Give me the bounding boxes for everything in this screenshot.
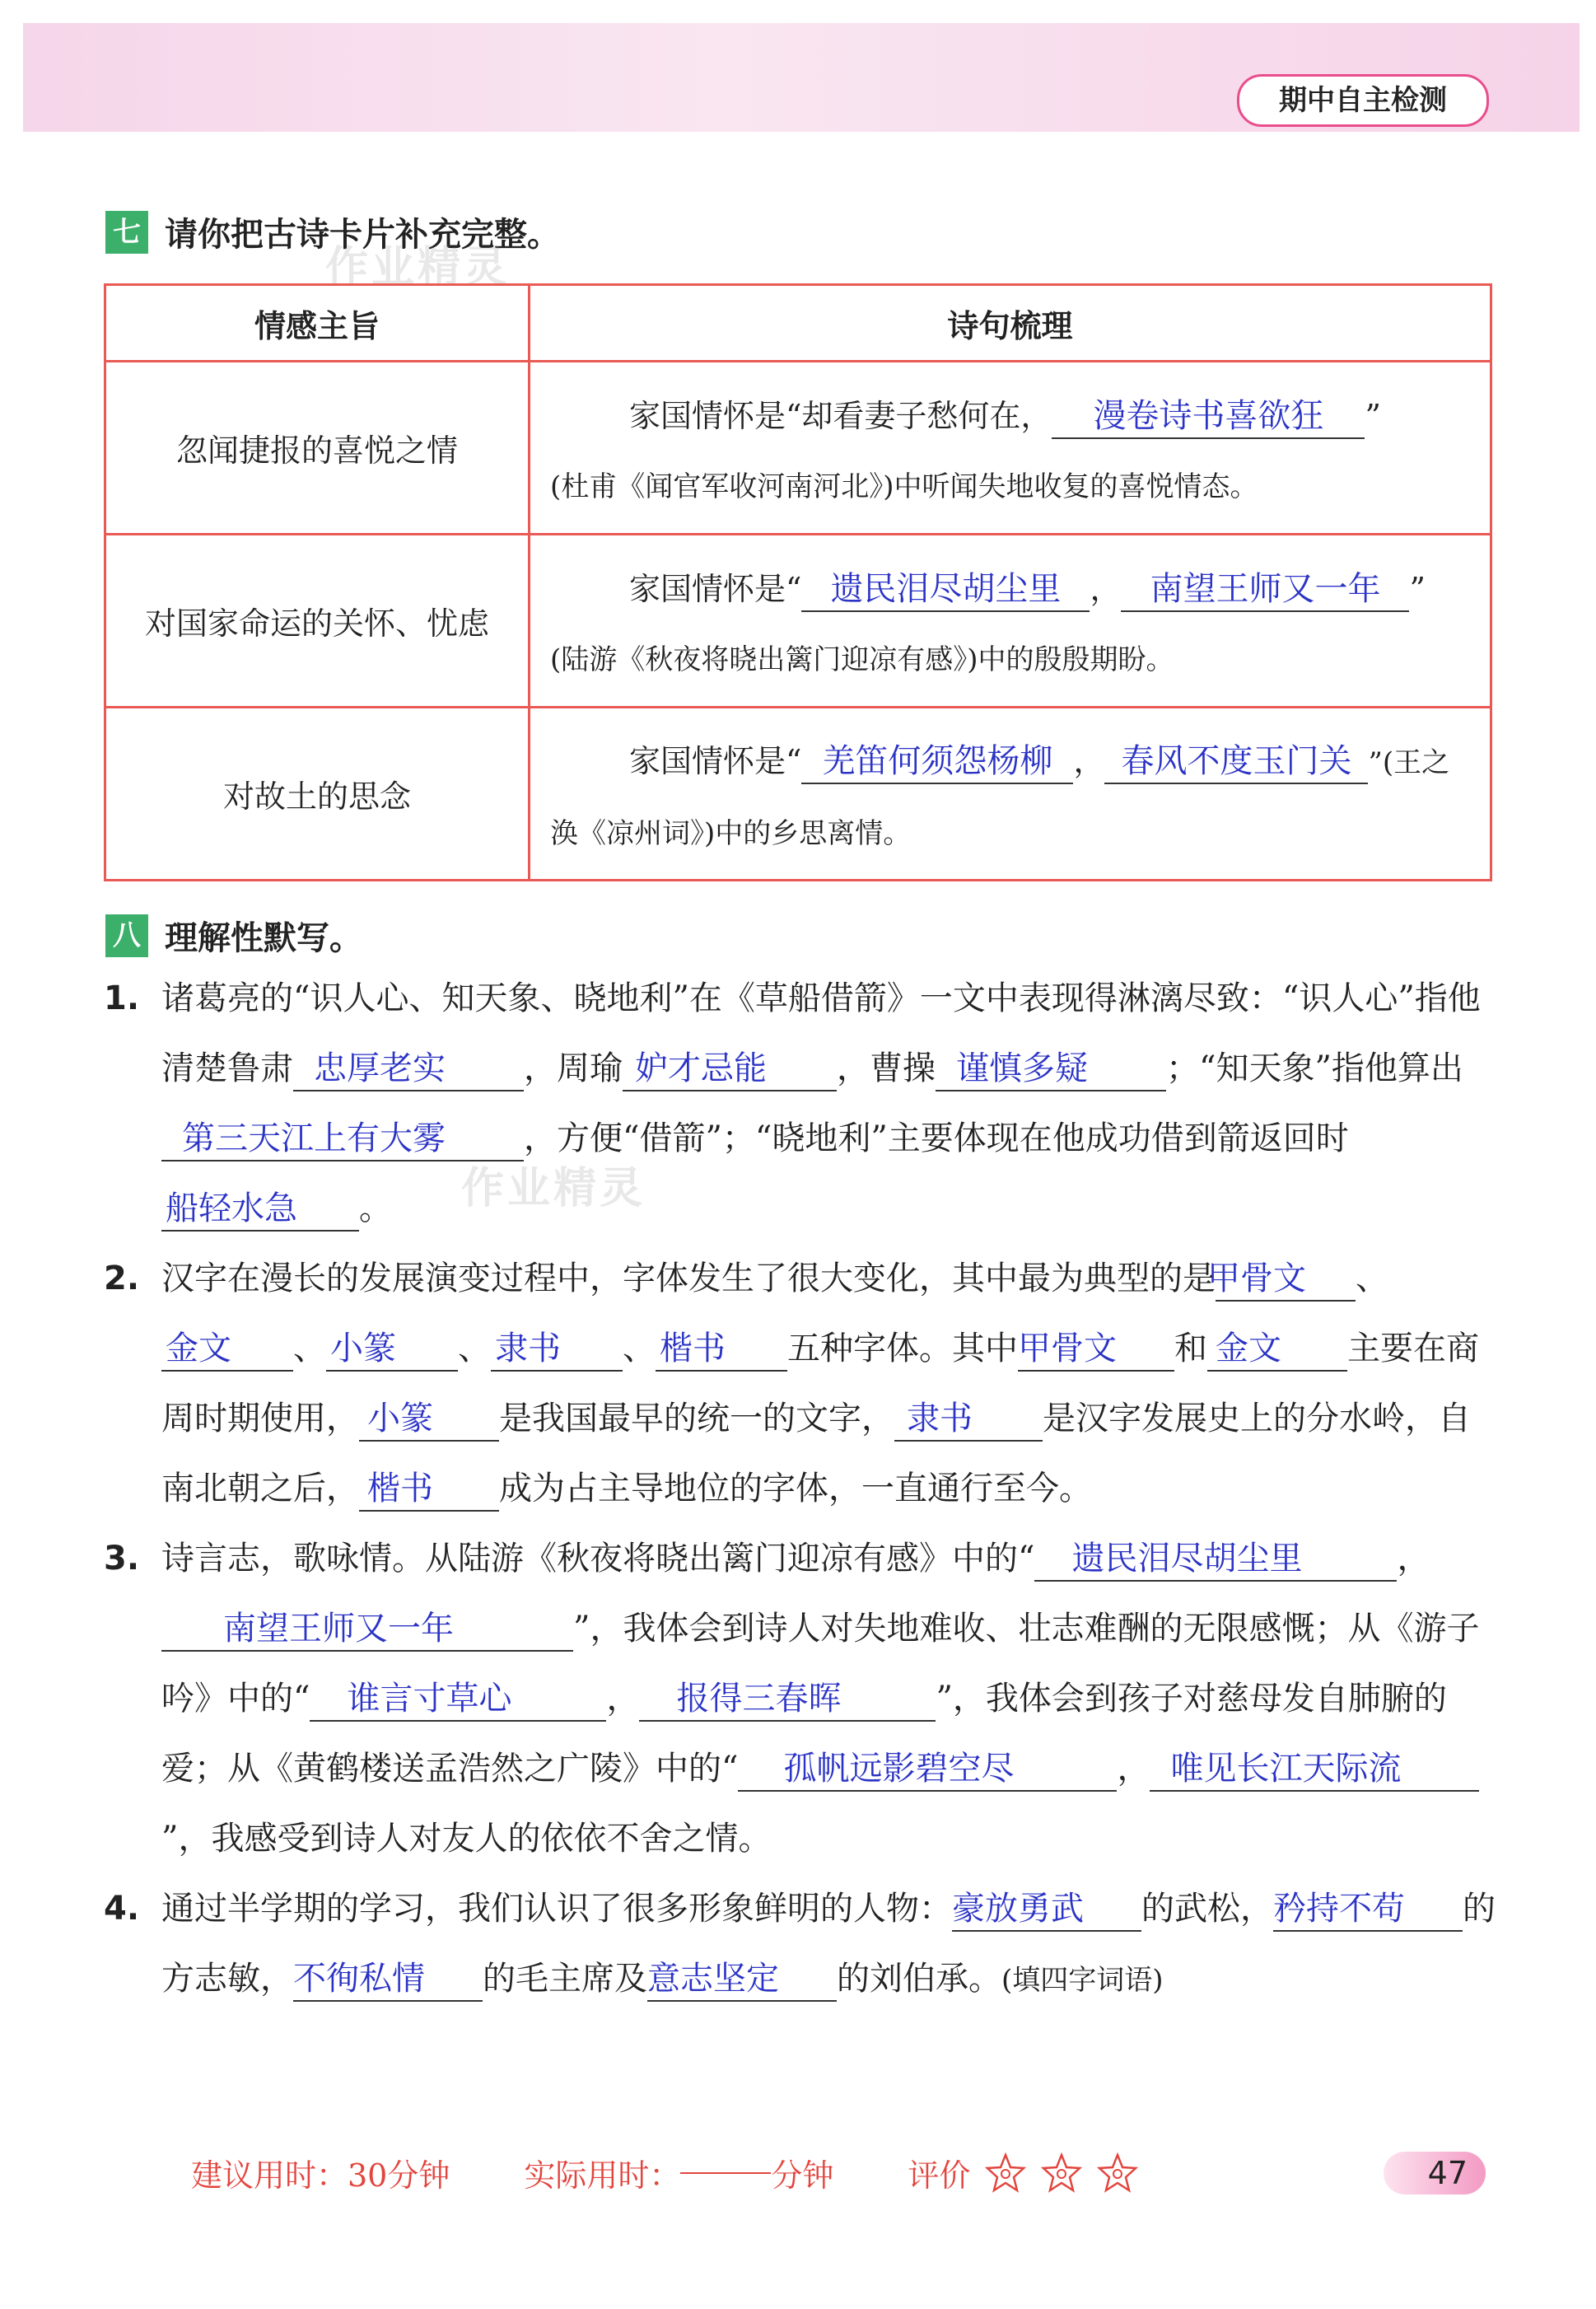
star-icon[interactable] [985, 2152, 1026, 2194]
answer-blank[interactable]: 遗民泪尽胡尘里 [801, 568, 1090, 612]
table-row [105, 535, 1491, 708]
suggested-time: 建议用时：30分钟 [191, 2157, 450, 2194]
lines-cell: 家国情怀是“ 遗民泪尽胡尘里 ， 南望王师又一年 ” (陆游《秋夜将晓出篱门迎凉有感》)中的殷殷期盼。 [530, 535, 1491, 708]
table-row [105, 362, 1491, 535]
exam-tag: 期中自主检测 [1237, 74, 1489, 127]
answer-blank[interactable]: 楷书 [359, 1467, 499, 1512]
page-number: 47 [1384, 2152, 1486, 2194]
answer-blank[interactable]: 楷书 [656, 1327, 787, 1372]
answer-blank[interactable]: 小篆 [359, 1397, 499, 1442]
actual-time-unit: 分钟 [771, 2157, 834, 2194]
section-8-header [105, 912, 362, 959]
answer-blank[interactable]: 羌笛何须怨杨柳 [801, 740, 1073, 784]
table-row [105, 708, 1491, 881]
answer-blank[interactable]: 小篆 [326, 1327, 458, 1372]
question-list [104, 964, 1496, 2016]
answer-blank[interactable]: 唯见长江天际流 [1150, 1747, 1479, 1792]
watermark: 作业精灵 [325, 243, 511, 292]
answer-blank[interactable]: 隶书 [894, 1397, 1043, 1442]
theme-cell: 对故土的思念 [105, 708, 530, 881]
answer-blank[interactable]: 遗民泪尽胡尘里 [1034, 1537, 1397, 1582]
answer-blank[interactable]: 忠厚老实 [293, 1047, 524, 1091]
col-header-theme: 情感主旨 [105, 285, 530, 362]
section-8-badge: 八 [105, 914, 148, 957]
lines-cell: 家国情怀是“ 羌笛何须怨杨柳 ， 春风不度玉门关 ”(王之 涣《凉州词》)中的乡思离情。 [530, 708, 1491, 881]
question-3: 3. 诗言志，歌咏情。从陆游《秋夜将晓出篱门迎凉有感》中的“ 遗民泪尽胡尘里 ，南望王师又一年 ”，我体会到诗人对失地难收、壮志难酬的无限感慨；从《游子吟》中的“ 谁言寸草心 ， 报得三春晖 ”，我体会到孩子对慈母发自肺腑的爱；从《黄鹤楼送孟浩然之广陵》中的“ 孤帆远影碧空尽 ， 唯见长江天际流”，我感受到诗人对友人的依依不舍之情。 [104, 1524, 1496, 1874]
answer-blank[interactable]: 船轻水急 [161, 1187, 359, 1232]
answer-blank[interactable]: 金文 [161, 1327, 293, 1372]
answer-blank[interactable]: 隶书 [491, 1327, 623, 1372]
footer [191, 2150, 1138, 2195]
poem-card-table [104, 283, 1492, 881]
section-7-title: 请你把古诗卡片补充完整。 [165, 216, 560, 254]
answer-blank[interactable]: 妒才忌能 [623, 1047, 837, 1091]
answer-blank[interactable]: 甲骨文 [1018, 1327, 1174, 1372]
answer-blank[interactable]: 漫卷诗书喜欲狂 [1052, 395, 1365, 439]
answer-blank[interactable]: 谁言寸草心 [310, 1677, 606, 1722]
answer-blank[interactable]: 豪放勇武 [952, 1887, 1141, 1932]
answer-blank[interactable]: 报得三春晖 [639, 1677, 936, 1722]
theme-cell: 对国家命运的关怀、忧虑 [105, 535, 530, 708]
actual-time-blank[interactable] [680, 2172, 771, 2174]
answer-blank[interactable]: 孤帆远影碧空尽 [738, 1747, 1117, 1792]
answer-blank[interactable]: 南望王师又一年 [1121, 568, 1409, 612]
section-7-badge: 七 [105, 211, 148, 254]
col-header-lines: 诗句梳理 [530, 285, 1491, 362]
question-4: 4. 通过半学期的学习，我们认识了很多形象鲜明的人物：豪放勇武 的武松，矜持不苟 的方志敏，不徇私情 的毛主席及意志坚定 的刘伯承。(填四字词语) [104, 1874, 1496, 2016]
answer-blank[interactable]: 不徇私情 [293, 1957, 483, 2002]
question-1: 1. 诸葛亮的“识人心、知天象、晓地利”在《草船借箭》一文中表现得淋漓尽致：“识人心”指他清楚鲁肃 忠厚老实 ，周瑜 妒才忌能 ，曹操 谨慎多疑 ；“知天象”指他算出第三天江上有大雾 ，方便“借箭”；“晓地利”主要体现在他成功借到箭返回时船轻水急 。 [104, 964, 1496, 1244]
answer-blank[interactable]: 春风不度玉门关 [1104, 740, 1368, 784]
star-icon[interactable] [1097, 2152, 1138, 2194]
answer-blank[interactable]: 矜持不苟 [1273, 1887, 1463, 1932]
lines-cell: 家国情怀是“却看妻子愁何在， 漫卷诗书喜欲狂 ” (杜甫《闻官军收河南河北》)中听闻失地收复的喜悦情态。 [530, 362, 1491, 535]
answer-blank[interactable]: 谨慎多疑 [936, 1047, 1166, 1091]
rating-label: 评价 [908, 2157, 971, 2194]
watermark: 作业精灵 [461, 1164, 646, 1213]
answer-blank[interactable]: 第三天江上有大雾 [161, 1117, 524, 1162]
star-icon[interactable] [1041, 2152, 1082, 2194]
question-2: 2. 汉字在漫长的发展演变过程中，字体发生了很大变化，其中最为典型的是甲骨文 、金文 、 小篆 、 隶书 、 楷书 五种字体。其中甲骨文 和 金文 主要在商周时期使用， 小篆 是我国最早的统一的文字， 隶书 是汉字发展史上的分水岭，自南北朝之后， 楷书 成为占主导地位的字体，一直通行至今。 [104, 1244, 1496, 1524]
answer-blank[interactable]: 意志坚定 [647, 1957, 837, 2002]
theme-cell: 忽闻捷报的喜悦之情 [105, 362, 530, 535]
answer-blank[interactable]: 甲骨文 [1216, 1257, 1356, 1302]
actual-time-label: 实际用时： [524, 2157, 681, 2194]
table-header-row [105, 285, 1491, 362]
answer-blank[interactable]: 南望王师又一年 [161, 1607, 573, 1652]
section-8-title: 理解性默写。 [165, 919, 362, 957]
answer-blank[interactable]: 金文 [1207, 1327, 1347, 1372]
